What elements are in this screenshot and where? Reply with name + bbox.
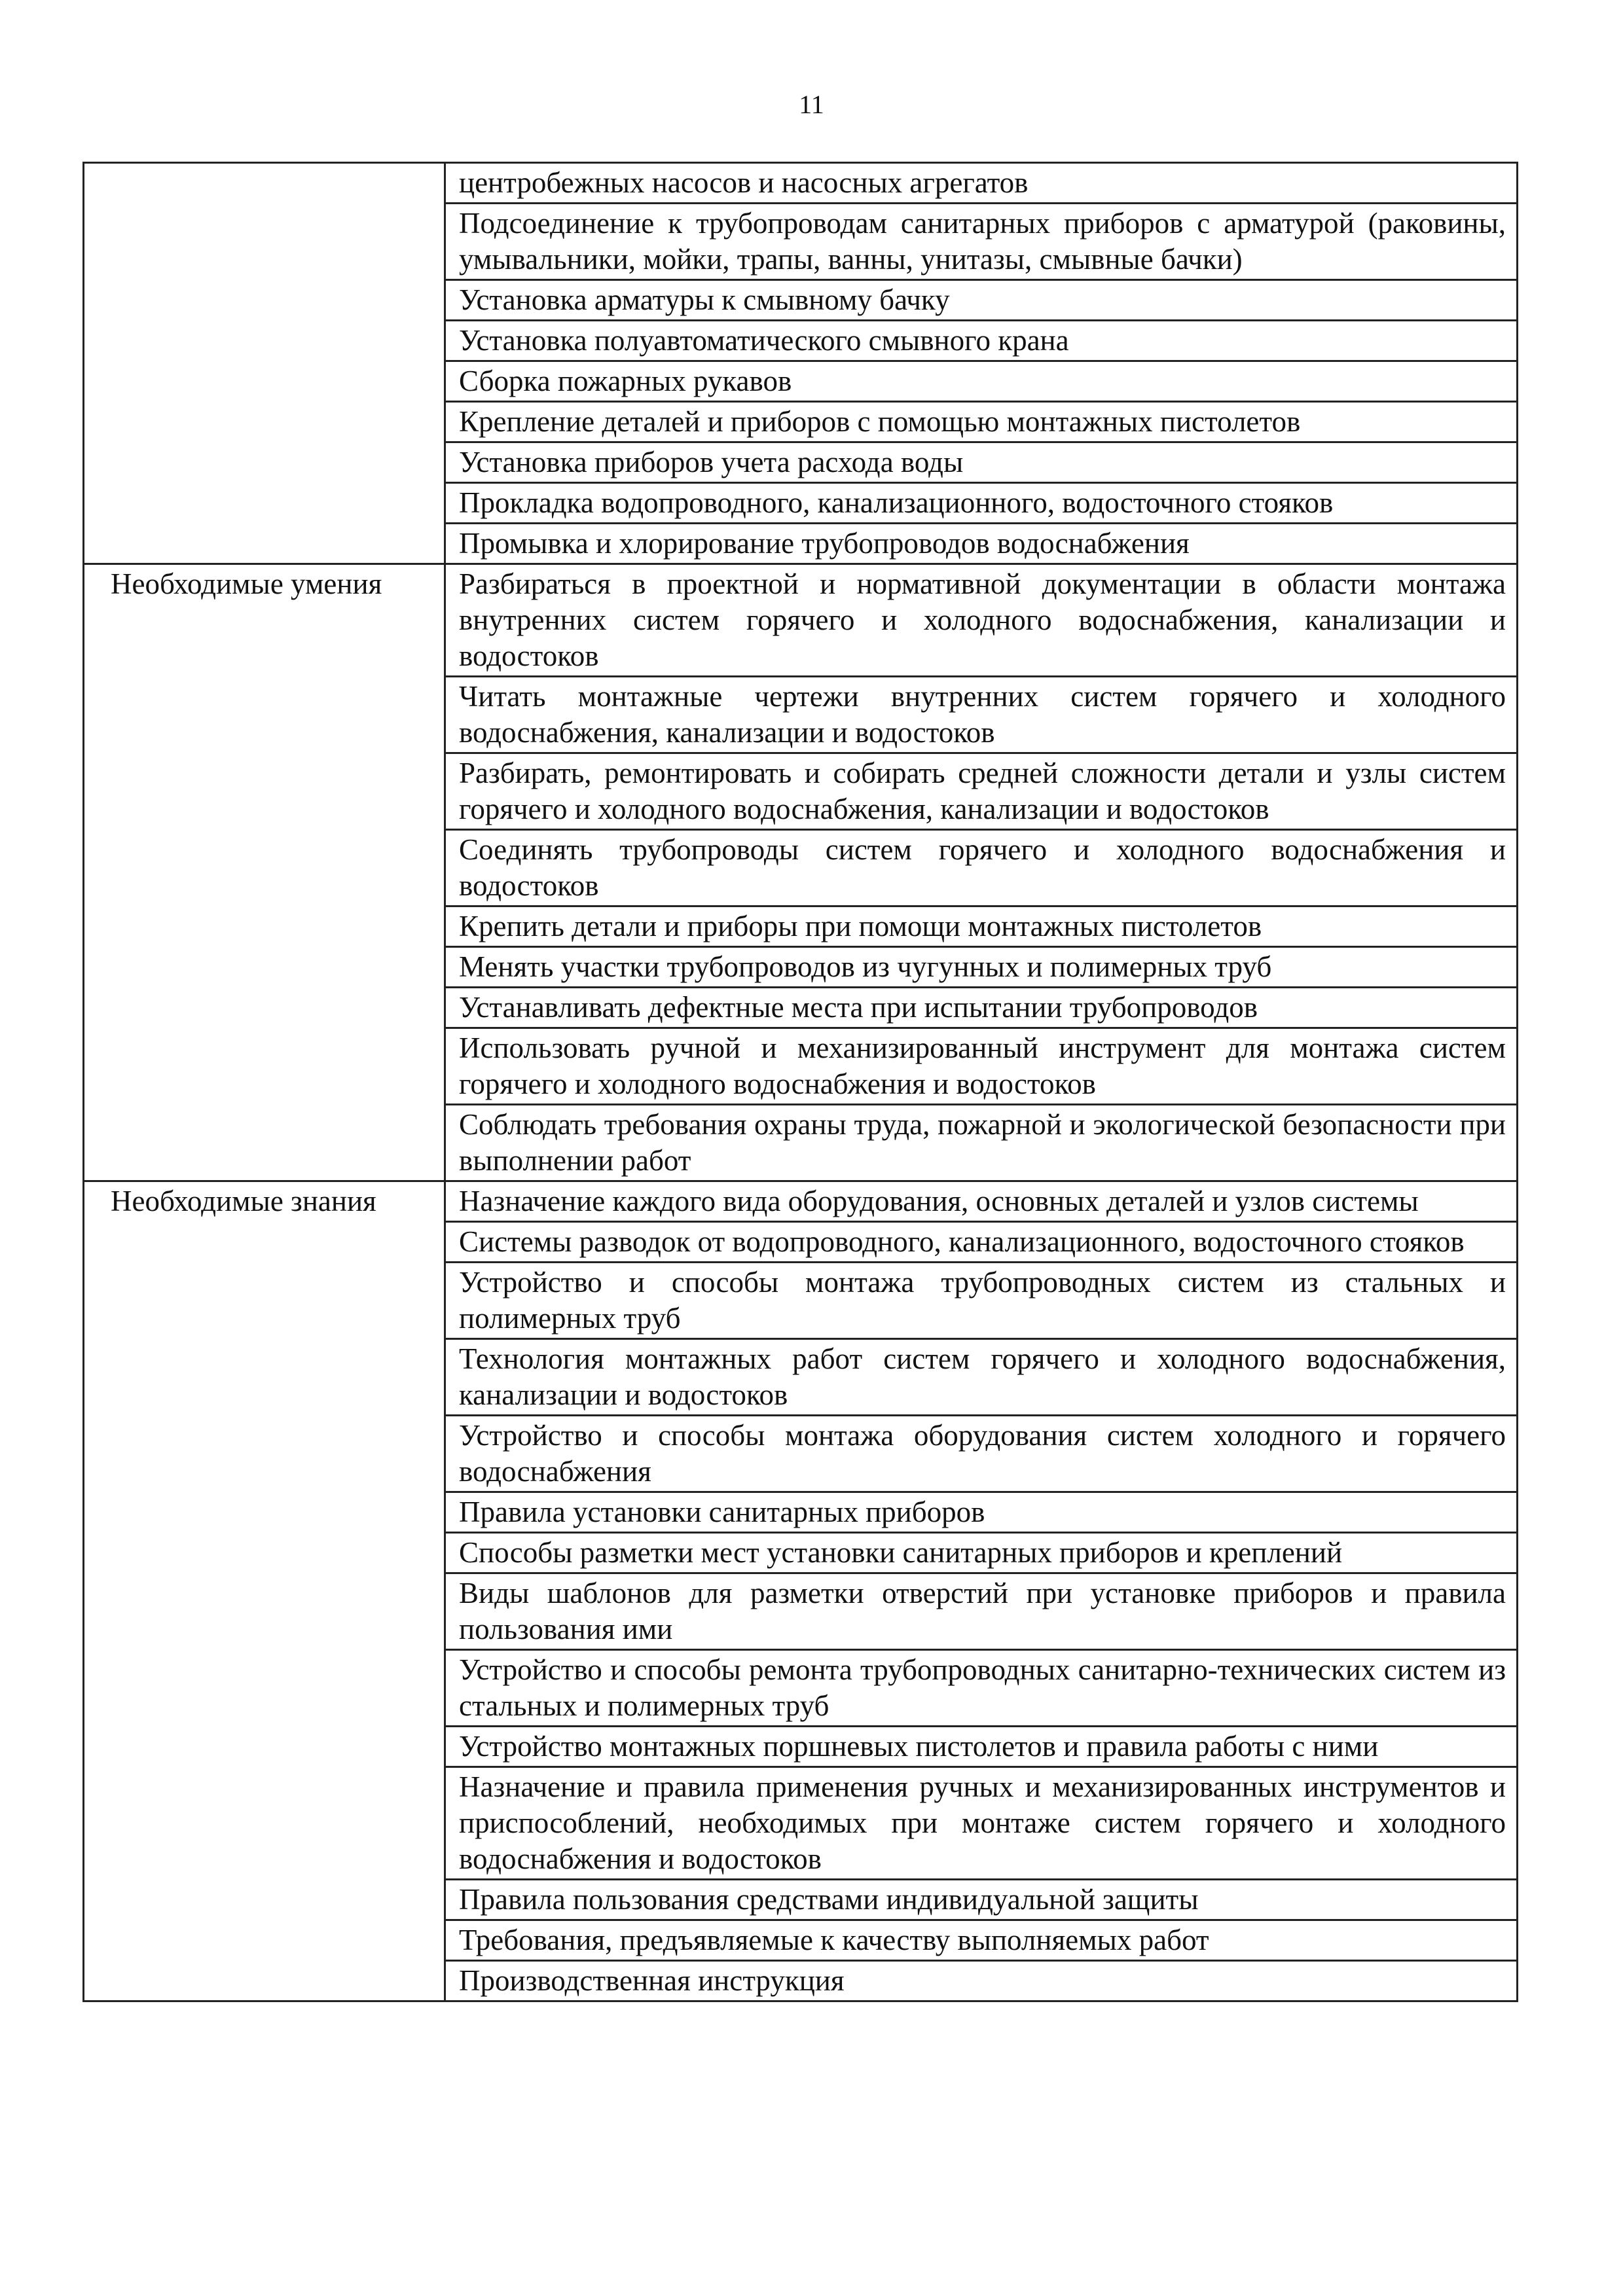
- requirement-cell: Промывка и хлорирование трубопроводов водоснабжения: [445, 524, 1518, 564]
- requirement-cell: Виды шаблонов для разметки отверстий при установке приборов и правила пользования ими: [445, 1573, 1518, 1650]
- requirement-cell: Сборка пожарных рукавов: [445, 361, 1518, 402]
- section-label-cell: [84, 163, 445, 564]
- requirement-cell: Системы разводок от водопроводного, канализационного, водосточного стояков: [445, 1222, 1518, 1263]
- table-row: [84, 163, 1518, 204]
- requirement-cell: Подсоединение к трубопроводам санитарных приборов с арматурой (раковины, умывальники, мойки, трапы, ванны, унитазы, смывные бачки): [445, 204, 1518, 280]
- requirement-cell: центробежных насосов и насосных агрегатов: [445, 163, 1518, 204]
- requirement-cell: Установка арматуры к смывному бачку: [445, 280, 1518, 321]
- requirement-cell: Крепление деталей и приборов с помощью монтажных пистолетов: [445, 402, 1518, 442]
- requirement-cell: Способы разметки мест установки санитарных приборов и креплений: [445, 1533, 1518, 1573]
- requirement-cell: Разбирать, ремонтировать и собирать средней сложности детали и узлы систем горячего и холодного водоснабжения, канализации и водостоков: [445, 753, 1518, 830]
- requirement-cell: Соблюдать требования охраны труда, пожарной и экологической безопасности при выполнении работ: [445, 1105, 1518, 1181]
- requirement-cell: Читать монтажные чертежи внутренних систем горячего и холодного водоснабжения, канализации и водостоков: [445, 677, 1518, 753]
- table-row: [84, 1181, 1518, 1222]
- requirements-table: [82, 162, 1518, 2002]
- requirement-cell: Устанавливать дефектные места при испытании трубопроводов: [445, 988, 1518, 1028]
- requirement-cell: Устройство и способы монтажа оборудования систем холодного и горячего водоснабжения: [445, 1416, 1518, 1492]
- requirement-cell: Устройство и способы монтажа трубопроводных систем из стальных и полимерных труб: [445, 1263, 1518, 1339]
- requirement-cell: Технология монтажных работ систем горячего и холодного водоснабжения, канализации и водостоков: [445, 1339, 1518, 1416]
- requirement-cell: Установка приборов учета расхода воды: [445, 442, 1518, 483]
- requirement-cell: Менять участки трубопроводов из чугунных и полимерных труб: [445, 947, 1518, 988]
- requirement-cell: Разбираться в проектной и нормативной документации в области монтажа внутренних систем горячего и холодного водоснабжения, канализации и водостоков: [445, 564, 1518, 677]
- requirements-table-body: [84, 163, 1518, 2001]
- requirement-cell: Назначение и правила применения ручных и механизированных инструментов и приспособлений, необходимых при монтаже систем горячего и холодного водоснабжения и водостоков: [445, 1767, 1518, 1880]
- requirement-cell: Правила пользования средствами индивидуальной защиты: [445, 1880, 1518, 1920]
- section-label-cell: Необходимые умения: [84, 564, 445, 1181]
- requirement-cell: Устройство монтажных поршневых пистолетов и правила работы с ними: [445, 1727, 1518, 1767]
- requirement-cell: Прокладка водопроводного, канализационного, водосточного стояков: [445, 483, 1518, 524]
- requirement-cell: Соединять трубопроводы систем горячего и холодного водоснабжения и водостоков: [445, 830, 1518, 906]
- requirement-cell: Использовать ручной и механизированный инструмент для монтажа систем горячего и холодного водоснабжения и водостоков: [445, 1028, 1518, 1105]
- requirement-cell: Установка полуавтоматического смывного крана: [445, 321, 1518, 361]
- requirement-cell: Производственная инструкция: [445, 1961, 1518, 2001]
- page-number: 11: [799, 90, 824, 119]
- requirement-cell: Крепить детали и приборы при помощи монтажных пистолетов: [445, 906, 1518, 947]
- table-row: [84, 564, 1518, 677]
- requirement-cell: Назначение каждого вида оборудования, основных деталей и узлов системы: [445, 1181, 1518, 1222]
- requirement-cell: Требования, предъявляемые к качеству выполняемых работ: [445, 1920, 1518, 1961]
- requirement-cell: Устройство и способы ремонта трубопроводных санитарно-технических систем из стальных и полимерных труб: [445, 1650, 1518, 1727]
- requirement-cell: Правила установки санитарных приборов: [445, 1492, 1518, 1533]
- section-label-cell: Необходимые знания: [84, 1181, 445, 2001]
